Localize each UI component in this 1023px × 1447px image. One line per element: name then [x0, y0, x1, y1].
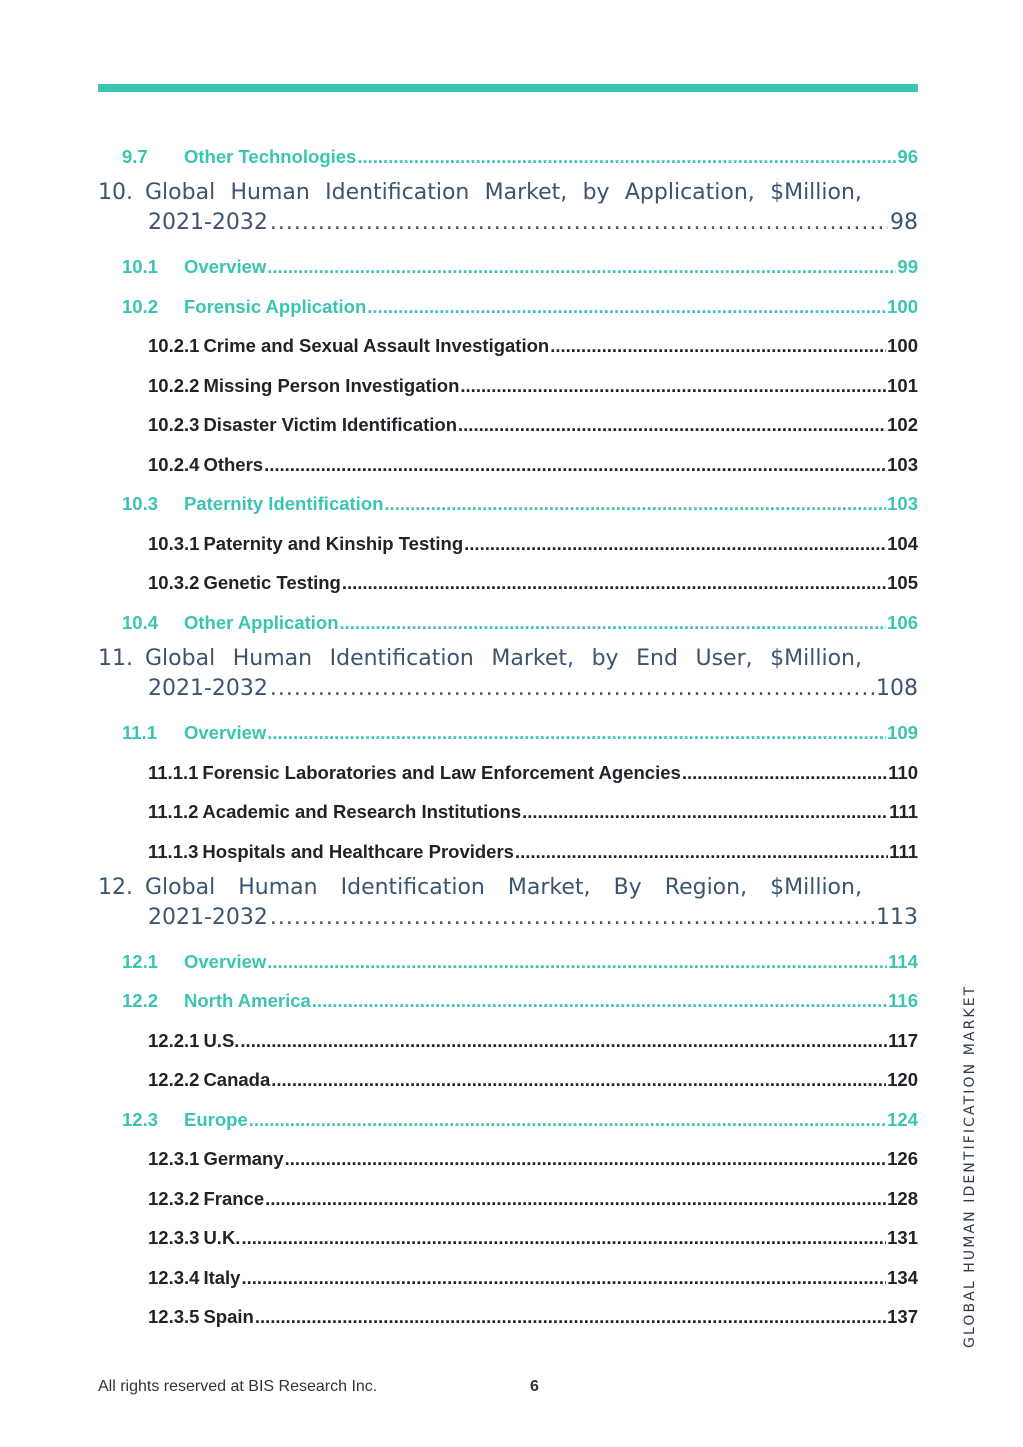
toc-entry-12-3-1[interactable]: 12.3.1 Germany ..... 126 [98, 1148, 918, 1170]
toc-entry-10-3-2[interactable]: 10.3.2 Genetic Testing ..... 105 [98, 572, 918, 594]
dot-leader [267, 256, 896, 278]
dot-leader [255, 1306, 886, 1328]
toc-entry-12-3-2[interactable]: 12.3.2 France ..... 128 [98, 1188, 918, 1210]
toc-entry-12-3[interactable]: 12.3 Europe ..... 124 [98, 1109, 918, 1131]
toc-entry-12-3-3[interactable]: 12.3.3 U.K. ..... 131 [98, 1227, 918, 1249]
toc-entry-page: 96 [897, 146, 918, 167]
footer-page-number: 6 [530, 1378, 539, 1395]
dot-leader [550, 335, 886, 357]
toc-entry-11-1-2[interactable]: 11.1.2 Academic and Research Institutions ..... 111 [98, 801, 918, 823]
dot-leader [458, 414, 886, 436]
toc-entry-12-2[interactable]: 12.2 North America ..... 116 [98, 990, 918, 1012]
footer-rights: All rights reserved at BIS Research Inc. [98, 1378, 378, 1395]
toc-entry-10-1[interactable]: 10.1 Overview ..... 99 [98, 256, 918, 278]
toc-chapter-11[interactable] [98, 646, 918, 706]
toc-chapter-12[interactable] [98, 875, 918, 935]
chapter-number: 10. [98, 180, 133, 205]
toc-entry-11-1-3[interactable]: 11.1.3 Hospitals and Healthcare Providers ..... 111 [98, 841, 918, 863]
toc-chapter-10[interactable] [98, 180, 918, 240]
header-accent-bar [98, 84, 918, 92]
dot-leader [241, 1227, 886, 1249]
toc-entry-9-7[interactable] [98, 146, 918, 168]
dot-leader [249, 1109, 886, 1131]
dot-leader [241, 1267, 886, 1289]
toc-entry-12-3-4[interactable]: 12.3.4 Italy ..... 134 [98, 1267, 918, 1289]
dot-leader [464, 533, 886, 555]
dot-leader [271, 1069, 886, 1091]
dot-leader [264, 454, 886, 476]
toc-entry-12-2-1[interactable]: 12.2.1 U.S. ..... 117 [98, 1030, 918, 1052]
dot-leader [270, 210, 888, 235]
dot-leader [267, 951, 887, 973]
dot-leader [342, 572, 886, 594]
chapter-years: 2021-2032 [148, 210, 268, 235]
toc-entry-10-3[interactable]: 10.3 Paternity Identification ..... 103 [98, 493, 918, 515]
toc-entry-number: 9.7 [122, 146, 148, 167]
toc-entry-10-4[interactable]: 10.4 Other Application ..... 106 [98, 612, 918, 634]
chapter-page: 98 [890, 210, 918, 235]
chapter-page: 108 [876, 676, 918, 701]
toc-entry-12-1[interactable]: 12.1 Overview ..... 114 [98, 951, 918, 973]
dot-leader [270, 676, 874, 701]
toc-entry-10-3-1[interactable]: 10.3.1 Paternity and Kinship Testing ..... 104 [98, 533, 918, 555]
chapter-years: 2021-2032 [148, 676, 268, 701]
dot-leader [312, 990, 887, 1012]
toc-entry-12-3-5[interactable]: 12.3.5 Spain ..... 137 [98, 1306, 918, 1328]
dot-leader [367, 296, 886, 318]
chapter-page: 113 [876, 905, 918, 930]
dot-leader [357, 146, 896, 168]
chapter-title: 12. Global Human Identification Market, By Region, $Million, [98, 875, 862, 900]
toc-entry-10-2-2[interactable]: 10.2.2 Missing Person Investigation ..... 101 [98, 375, 918, 397]
dot-leader [460, 375, 886, 397]
dot-leader [240, 1030, 887, 1052]
dot-leader [285, 1148, 886, 1170]
toc-entry-11-1[interactable]: 11.1 Overview ..... 109 [98, 722, 918, 744]
chapter-title: 10. Global Human Identification Market, by Application, $Million, [98, 180, 862, 205]
toc-entry-title: Other Technologies [184, 146, 357, 167]
dot-leader [267, 722, 886, 744]
chapter-years: 2021-2032 [148, 905, 268, 930]
chapter-number: 12. [98, 875, 133, 900]
toc-entry-12-2-2[interactable]: 12.2.2 Canada ..... 120 [98, 1069, 918, 1091]
chapter-number: 11. [98, 646, 133, 671]
dot-leader [682, 762, 887, 784]
vertical-report-title: GLOBAL HUMAN IDENTIFICATION MARKET [962, 984, 978, 1348]
toc-entry-10-2-4[interactable]: 10.2.4 Others ..... 103 [98, 454, 918, 476]
chapter-title: 11. Global Human Identification Market, by End User, $Million, [98, 646, 862, 671]
dot-leader [522, 801, 888, 823]
toc-entry-10-2[interactable]: 10.2 Forensic Application ..... 100 [98, 296, 918, 318]
toc-entry-10-2-3[interactable]: 10.2.3 Disaster Victim Identification ..... 102 [98, 414, 918, 436]
toc-entry-11-1-1[interactable]: 11.1.1 Forensic Laboratories and Law Enforcement Agencies ..... 110 [98, 762, 918, 784]
toc-entry-10-2-1[interactable]: 10.2.1 Crime and Sexual Assault Investigation ..... 100 [98, 335, 918, 357]
dot-leader [384, 493, 886, 515]
dot-leader [265, 1188, 886, 1210]
dot-leader [270, 905, 874, 930]
dot-leader [340, 612, 887, 634]
dot-leader [515, 841, 888, 863]
